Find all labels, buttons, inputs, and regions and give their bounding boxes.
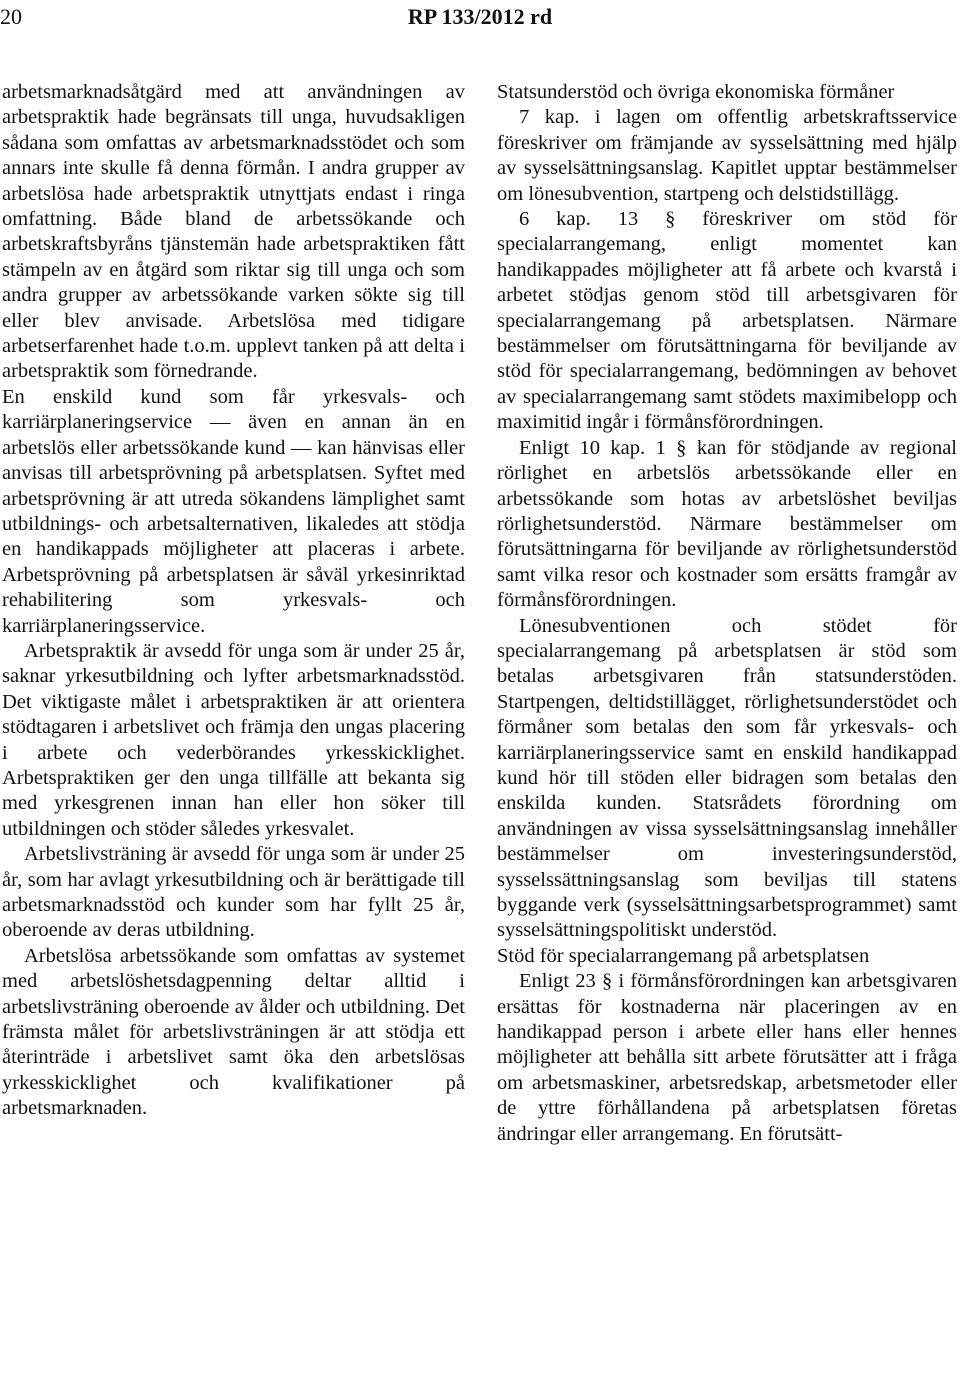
paragraph: arbetsmarknadsåtgärd med att användningen av arbetspraktik hade begränsats till unga, huvudsakligen sådana som omfattas av arbetsmarknadsstödet och som annars inte skulle få denna förmån. I andra grupper av arbetslösa hade arbetspraktik utnyttjats endast i ringa omfattning. Både bland de arbetssökande och arbetskraftsbyråns tjänstemän hade arbetspraktiken fått stämpeln av en åtgärd som riktar sig till unga och som andra grupper av arbetssökande varken sökte sig till eller blev anvisade. Arbetslösa med tidigare arbetserfarenhet hade t.o.m. upplevt tanken på att delta i arbetspraktik som förnedrande. [2,81,465,383]
paragraph: 7 kap. i lagen om offentlig arbetskraftsservice föreskriver om främjande av sysselsättning med hjälp av sysselsättningsanslag. Kapitlet upptar bestämmelser om lönesubvention, startpeng och delstidstillägg. [497,106,957,205]
paragraph: Enligt 10 kap. 1 § kan för stödjande av regional rörlighet en arbetslös arbetssökande eller en arbetssökande som hotas av arbetslöshet beviljas rörlighetsunderstöd. Närmare bestämmelser om förutsättningarna för beviljande av rörlighetsunderstöd samt vilka resor och kostnader som ersätts framgår av förmånsförordningen. [497,436,957,612]
paragraph: Arbetslivsträning är avsedd för unga som är under 25 år, som har avlagt yrkesutbildning och är berättigade till arbetsmarknadsstöd och kunder som har fyllt 25 år, oberoende av deras utbildning. [2,843,465,942]
paragraph: Arbetslösa arbetssökande som omfattas av systemet med arbetslöshetsdagpenning deltar alltid i arbetslivsträning oberoende av ålder och utbildning. Det främsta målet för arbetslivsträningen är att stödja ett återinträde i arbetslivet samt öka den arbetslösas yrkesskicklighet och kvalifikationer på arbetsmarknaden. [2,944,465,1120]
section-heading: Statsunderstöd och övriga ekonomiska förmåner [497,81,895,103]
document-id: RP 133/2012 rd [407,4,553,29]
paragraph: 6 kap. 13 § föreskriver om stöd för specialarrangemang, enligt momentet kan handikappades möjligheter att få arbete och kvarstå i arbetet stödjas genom stöd till arbetsgivaren för specialarrangemang på arbetsplatsen. Närmare bestämmelser om förutsättningarna för beviljande av stöd för specialarrangemang, bedömningen av behovet av specialarrangemang samt stödets maximibelopp och maximitid ingår i förmånsförordningen. [497,208,957,434]
paragraph: Lönesubventionen och stödet för specialarrangemang på arbetsplatsen är stöd som betalas arbetsgivaren från statsunderstöden. Startpengen, deltidstillägget, rörlighetsunderstödet och förmåner som betalas den som får yrkesvals- och karriärplaneringsservice samt en enskild handikappad kund hör till stöden eller bidragen som betalas den enskilda kunden. Statsrådets förordning om användningen av vissa sysselsättningsanslag innehåller bestämmelser om investeringsunderstöd, sysselssättningsanslag som beviljas till statens byggande verk (sysselsättningsarbetsprogrammet) samt sysselsättningspolitiskt understöd. [497,614,957,942]
left-column [2,80,465,1122]
section-heading: Stöd för specialarrangemang på arbetsplatsen [497,944,870,967]
paragraph: Arbetspraktik är avsedd för unga som är under 25 år, saknar yrkesutbildning och lyfter arbetsmarknadsstöd. Det viktigaste målet i arbetspraktiken är att orientera stödtagaren i arbetslivet och främja den ungas placering i arbete och vederbörandes yrkesskicklighet. Arbetspraktiken ger den unga tillfälle att bekanta sig med yrkesgrenen innan han eller hon söker till utbildningen och stöder således yrkesvalet. [2,639,465,840]
paragraph: Enligt 23 § i förmånsförordningen kan arbetsgivaren ersättas för kostnaderna när placeringen av en handikappad person i arbete eller hans eller hennes möjligheter att behålla sitt arbete förutsätter att i fråga om arbetsmaskiner, arbetsredskap, arbetsmetoder eller de yttre förhållandena på arbetsplatsen företas ändringar eller arrangemang. En förutsätt- [497,970,957,1145]
page-header [0,0,960,40]
paragraph: En enskild kund som får yrkesvals- och karriärplaneringservice — även en annan än en arbetslös eller arbetssökande kund — kan hänvisas eller anvisas till arbetsprövning på arbetsplatsen. Syftet med arbetsprövning är att utreda sökandens lämplighet samt utbildnings- och arbetsalternativen, likaledes att stödja en handikappads möjligheter att placeras i arbete. Arbetsprövning på arbetsplatsen är såväl yrkesinriktad rehabilitering som yrkesvals- och karriärplaneringsservice. [2,385,465,637]
right-column [497,80,957,1147]
page-number: 20 [0,4,22,29]
